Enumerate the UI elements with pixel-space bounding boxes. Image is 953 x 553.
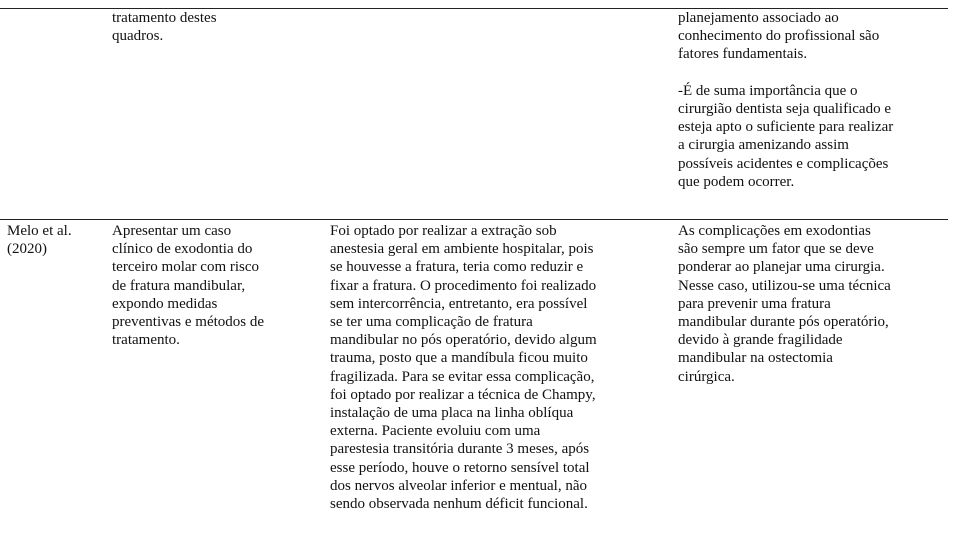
text-line: sem intercorrência, entretanto, era possível — [330, 295, 588, 312]
text-line: Foi optado por realizar a extração sob — [330, 223, 557, 239]
text-line: fixar a fratura. O procedimento foi realizado — [330, 277, 597, 294]
text-line: conhecimento do profissional são — [678, 28, 880, 45]
text-line: esse período, houve o retorno sensível total — [330, 459, 590, 476]
text-line: Melo et al. — [7, 223, 72, 239]
text-line: Nesse caso, utilizou-se uma técnica — [678, 277, 891, 294]
text-line: preventivas e métodos de — [112, 314, 265, 331]
text-line: -É de suma importância que o — [678, 82, 858, 99]
text-line: clínico de exodontia do — [112, 241, 253, 258]
text-line: anestesia geral em ambiente hospitalar, pois — [330, 241, 594, 258]
row2-author-cell — [7, 222, 102, 258]
text-line: parestesia transitória durante 3 meses, após — [330, 441, 590, 458]
row1-objective-cell — [112, 9, 282, 45]
text-line: mandibular no pós operatório, devido algum — [330, 332, 597, 349]
text-line: sendo observada nenhum déficit funcional. — [330, 496, 588, 513]
text-line: trauma, posto que a mandíbula ficou muito — [330, 350, 588, 367]
text-line: externa. Paciente evoluiu com uma — [330, 423, 541, 440]
text-line: Apresentar um caso — [112, 223, 232, 239]
text-line: planejamento associado ao — [678, 10, 839, 26]
text-line: fatores fundamentais. — [678, 46, 808, 63]
text-line: instalação de uma placa na linha oblíqua — [330, 405, 574, 422]
text-line: são sempre um fator que se deve — [678, 241, 874, 258]
text-line: dos nervos alveolar inferior e mentual, não — [330, 477, 587, 494]
text-line: foi optado por realizar a técnica de Champy, — [330, 386, 596, 403]
row2-conclusion-cell — [678, 222, 948, 386]
text-line: As complicações em exodontias — [678, 223, 871, 239]
row2-objective-cell — [112, 222, 322, 349]
table-row-divider — [0, 219, 948, 220]
text-line: fragilizada. Para se evitar essa complicação, — [330, 368, 595, 385]
text-line: mandibular durante pós operatório, — [678, 314, 889, 331]
text-line: mandibular na ostectomia — [678, 350, 833, 367]
text-line: cirúrgica. — [678, 368, 735, 385]
text-line: para prevenir uma fratura — [678, 295, 831, 312]
text-line: a cirurgia amenizando assim — [678, 137, 849, 154]
text-line: possíveis acidentes e complicações — [678, 155, 889, 172]
text-line: de fratura mandibular, — [112, 277, 246, 294]
text-line: se ter uma complicação de fratura — [330, 314, 533, 331]
text-line: cirurgião dentista seja qualificado e — [678, 101, 891, 117]
text-line: esteja apto o suficiente para realizar — [678, 119, 894, 136]
text-line: expondo medidas — [112, 295, 218, 312]
text-line: quadros. — [112, 28, 164, 45]
text-line: ponderar ao planejar uma cirurgia. — [678, 259, 885, 276]
text-line: terceiro molar com risco — [112, 259, 260, 276]
row1-conclusion-cell — [678, 9, 948, 191]
row2-results-cell — [330, 222, 680, 513]
text-line: (2020) — [7, 241, 47, 258]
text-line: devido à grande fragilidade — [678, 332, 843, 349]
text-line: se houvesse a fratura, teria como reduzir e — [330, 259, 584, 276]
text-line: tratamento. — [112, 332, 180, 349]
text-line: que podem ocorrer. — [678, 173, 795, 190]
text-line: tratamento destes — [112, 10, 217, 26]
